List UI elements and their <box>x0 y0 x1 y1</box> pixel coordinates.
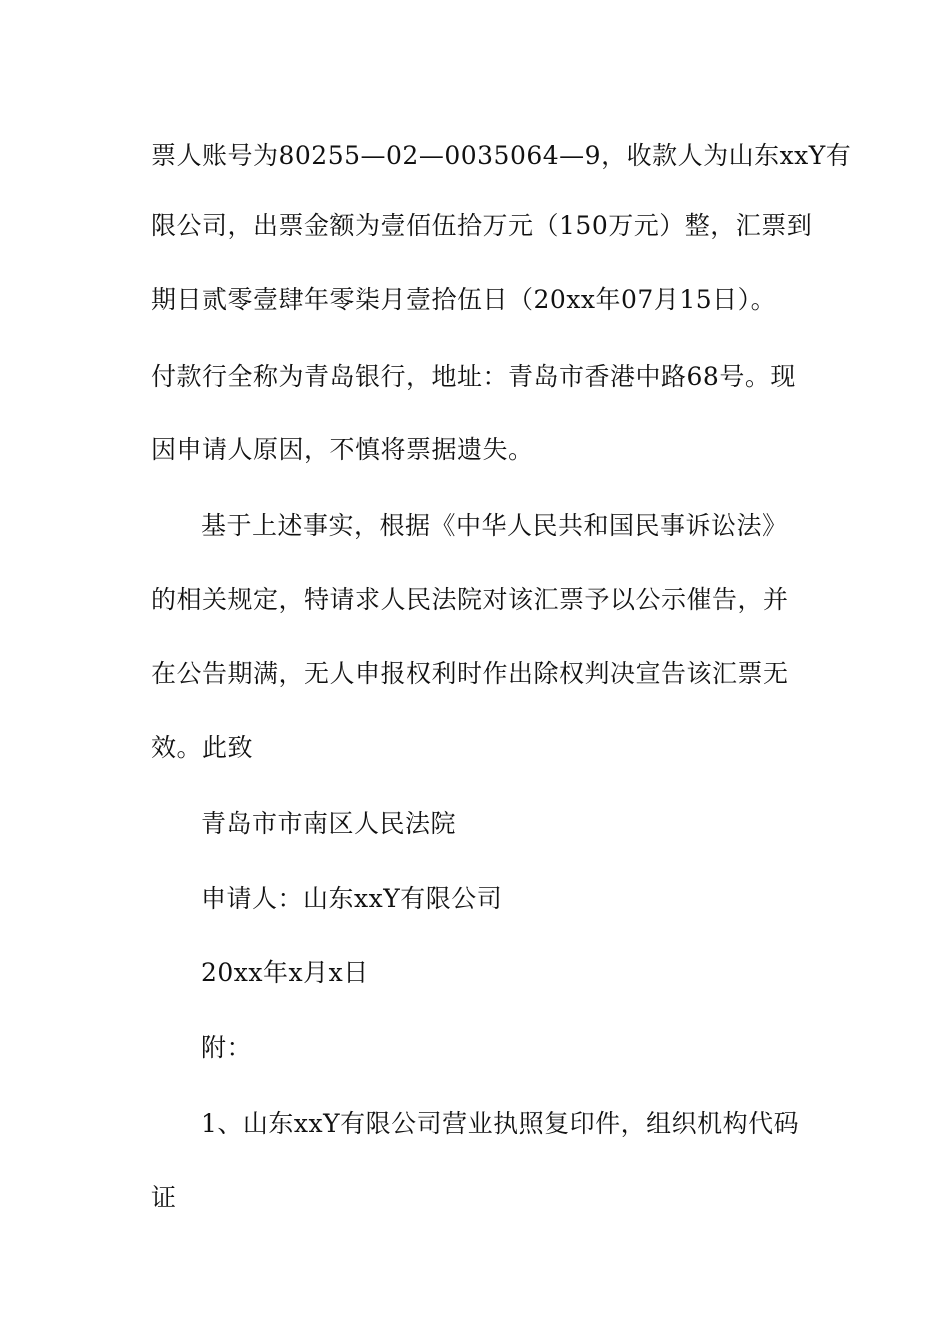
paragraph-line-5: 因申请人原因，不慎将票据遗失。 <box>151 435 534 464</box>
date-line: 20xx年x月x日 <box>201 958 369 987</box>
paragraph-line-1: 票人账号为80255—02—0035064—9，收款人为山东xxY有 <box>151 141 852 170</box>
paragraph-line-8: 在公告期满，无人申报权利时作出除权判决宣告该汇票无 <box>151 659 789 688</box>
paragraph-line-6: 基于上述事实，根据《中华人民共和国民事诉讼法》 <box>201 511 788 540</box>
paragraph-line-3: 期日贰零壹肆年零柒月壹拾伍日（20xx年07月15日）。 <box>151 285 777 314</box>
attachment-item-1-continuation: 证 <box>151 1183 177 1212</box>
paragraph-line-9: 效。此致 <box>151 733 254 762</box>
paragraph-line-7: 的相关规定，特请求人民法院对该汇票予以公示催告，并 <box>151 585 789 614</box>
paragraph-line-4: 付款行全称为青岛银行，地址：青岛市香港中路68号。现 <box>151 362 796 391</box>
attachment-heading: 附： <box>201 1033 253 1062</box>
paragraph-line-2: 限公司，出票金额为壹佰伍拾万元（150万元）整，汇票到 <box>151 211 813 240</box>
applicant-line: 申请人：山东xxY有限公司 <box>201 884 503 913</box>
attachment-item-1: 1、山东xxY有限公司营业执照复印件，组织机构代码 <box>201 1109 800 1138</box>
court-name: 青岛市市南区人民法院 <box>201 809 457 838</box>
